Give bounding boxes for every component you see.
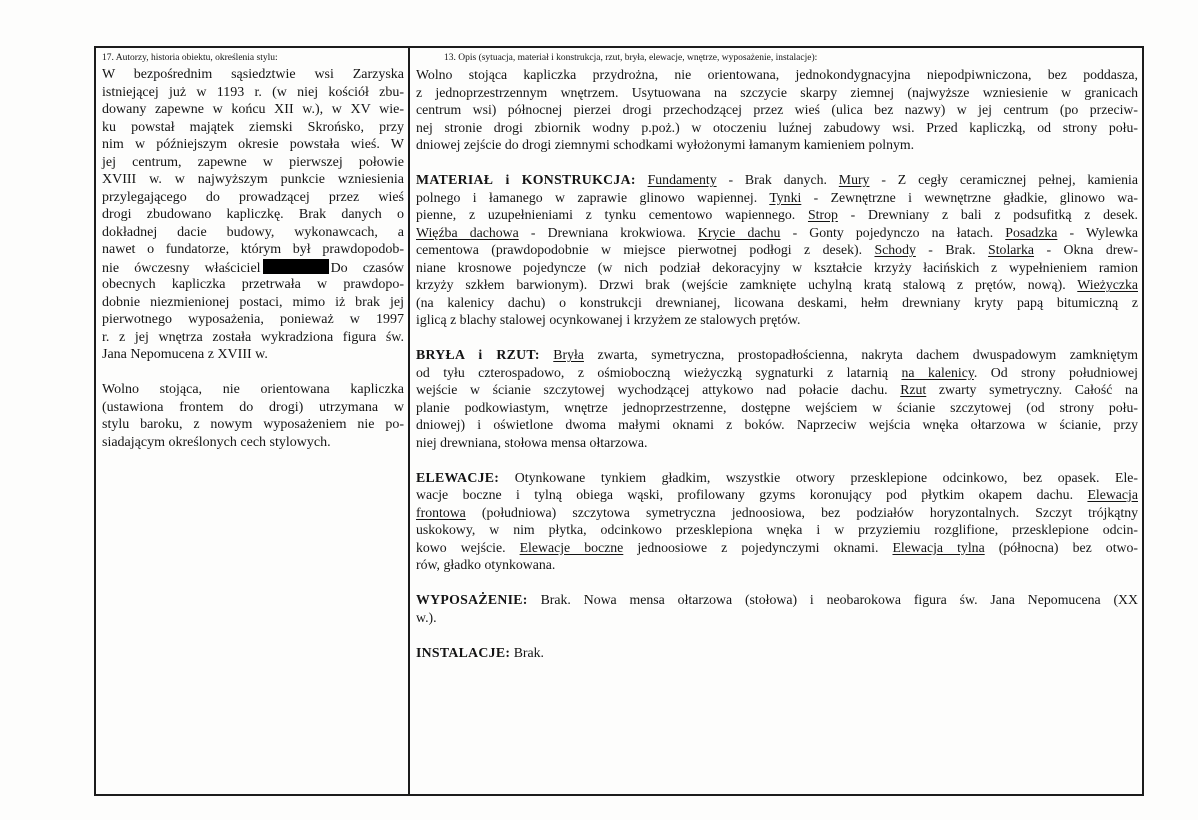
text-fragment: (północna) bez otwo- <box>984 539 1138 555</box>
text-fragment: - Gonty pojedynczo na łatach. <box>780 224 1006 240</box>
instalacje-section <box>416 644 1138 662</box>
text-line <box>416 241 1138 259</box>
text-line <box>416 364 1138 382</box>
text-fragment: jednoosiowe z pojedynczymi oknami. <box>623 539 893 555</box>
term: na kalenicy <box>901 364 974 380</box>
text-line: przylegającego do prowadzącej przez wieś <box>102 189 404 205</box>
text-fragment: krzyży szkłem barwionym). Drzwi brak (wejście zamknięte uchylną kratą stalową z prętów, nową). <box>416 277 1078 292</box>
text-fragment: wejście w ścianie szczytowej wychodzącej attykowo nad połacie dachu. <box>416 382 901 397</box>
paragraph-gap <box>416 626 1138 644</box>
text-line: obecnych kapliczka przetrwała w prawdopo- <box>102 277 404 292</box>
text-line: Wolno stojąca, nie orientowana kapliczka <box>102 382 404 397</box>
text-line <box>416 591 1138 609</box>
term: Fundamenty <box>647 172 717 187</box>
text-line: uskokowy, w nim płytka, odcinkowo przesklepiona wnęka i w przyziemiu rozglifione, przesklepione odcin- <box>416 522 1138 537</box>
text-fragment: - Brak. <box>915 242 989 257</box>
text-line <box>416 504 1138 522</box>
text-fragment: polnego i łamanego w zaprawie glinowo wapiennej. <box>416 189 770 205</box>
term: frontowa <box>416 504 466 520</box>
text-line: istniejącej już w 1193 r. (w niej kościół zbu- <box>102 84 404 100</box>
text-line: planie podkowiastym, wnętrze jednoprzestrzenne, dostępne wejściem w ścianie szczytowej (od strony połu- <box>416 399 1138 415</box>
term: Tynki <box>769 189 802 205</box>
text-fragment: . Od strony południowej <box>973 364 1138 380</box>
column-divider <box>408 48 410 794</box>
text-fragment: Otynkowane tynkiem gładkim, wszystkie otwory przesklepione odcinkowo, bez opasek. Ele- <box>499 469 1138 485</box>
paragraph-gap <box>102 364 404 382</box>
text-line: XVIII w. w najwyższym punkcie wzniesienia <box>102 172 404 187</box>
text-line: stylu baroku, z nowym wyposażeniem nie po- <box>102 417 404 432</box>
text-line: jej centrum, zapewne w pierwszej połowie <box>102 154 404 170</box>
text-line: ku powstał majątek ziemski Skrońsko, przy <box>102 119 404 135</box>
history-paragraph-1 <box>102 66 404 364</box>
text-fragment: - Zewnętrzne i wewnętrzne gładkie, glinowo wa- <box>801 189 1138 205</box>
text-line <box>416 346 1138 364</box>
term: Elewacja tylna <box>892 539 985 555</box>
text-line <box>416 539 1138 557</box>
text-fragment: - Z cegły ceramicznej pełnej, kamienia <box>869 172 1138 187</box>
section-heading: BRYŁA i RZUT: <box>416 347 540 362</box>
text-line <box>416 224 1138 242</box>
text-line: w.). <box>416 609 437 625</box>
text-line: siadającym określonych cech stylowych. <box>102 434 331 450</box>
history-header: 17. Autorzy, historia obiektu, określenia stylu: <box>102 53 278 63</box>
term: Strop <box>807 207 838 222</box>
text-fragment: zwarta, symetryczna, prostopadłościenna, nakryta dachem dwuspadowym zamkniętym <box>583 347 1138 362</box>
text-line <box>416 381 1138 399</box>
intro-paragraph <box>416 66 1138 154</box>
text-line-redacted <box>102 259 404 277</box>
text-fragment: - Brak danych. <box>716 172 839 187</box>
text-line: pierwotnego wyposażenia, ponieważ w 1997 <box>102 312 404 327</box>
text-fragment: cementowa (prawdopodobnie w miejsce pierwotnej podłogi z desek). <box>416 242 875 257</box>
term: Elewacja <box>1087 487 1138 502</box>
term: Krycie dachu <box>697 224 781 240</box>
text-line: dobnie niezmienionej postaci, mimo iż brak jej <box>102 294 404 310</box>
text-line: r. z jej wnętrza została wykradziona figura św. <box>102 329 404 345</box>
term: Więźba dachowa <box>416 224 519 240</box>
text-line: dowany zapewne w końcu XII w.), w XV wie- <box>102 102 404 117</box>
text-fragment: kowo wejście. <box>416 539 520 555</box>
text-line <box>416 189 1138 207</box>
material-section <box>416 171 1138 329</box>
text-fragment: - Wylewka <box>1057 224 1139 240</box>
text-fragment: - Drewniany z bali z podsufitką z desek. <box>837 207 1138 222</box>
section-heading: WYPOSAŻENIE: <box>416 592 528 607</box>
text-line <box>416 644 1138 662</box>
text-line: nim w późniejszym okresie powstała wieś. W <box>102 137 404 152</box>
text-line: dniowej) i oświetlone dwoma małymi oknami z boków. Naprzeciw wejścia wnęka ołtarzowa w ścianie, przy <box>416 417 1138 432</box>
text-fragment: Brak. Nowa mensa ołtarzowa (stołowa) i neobarokowa figura św. Jana Nepomucena (XX <box>527 592 1138 607</box>
text-fragment: nie ówczesny właściciel <box>102 260 261 276</box>
text-fragment: Do czasów <box>330 260 405 276</box>
text-line: nawet o fundatorze, którym był prawdopodob- <box>102 242 404 257</box>
paragraph-gap <box>416 329 1138 347</box>
text-line: niane krosnowe pojedyncze (w nich podział dekoracyjny w kształcie krzyży łacińskich z wypełnieniem ramion <box>416 259 1138 275</box>
text-fragment: wacje boczne i tylną obiega wąski, profilowany gzyms koronujący pod płytkim okapem dachu. <box>416 487 1088 502</box>
text-fragment: (południowa) szczytowa symetryczna jednoosiowa, bez podziałów horyzontalnych. Szczyt trójkątny <box>465 504 1138 520</box>
text-line <box>416 171 1138 189</box>
paragraph-gap <box>416 451 1138 469</box>
text-line: z jednoprzestrzennym wnętrzem. Usytuowana na szczycie skarpy ziemnej (najwyższe wzniesienie w granicach <box>416 84 1138 100</box>
bryla-section <box>416 346 1138 451</box>
text-line: drogi zbudowano kapliczkę. Brak danych o <box>102 207 404 222</box>
term: Mury <box>838 172 870 187</box>
text-line: dokładnej dacie budowy, wykonawcach, a <box>102 224 404 240</box>
text-line: iglicą z blachy stalowej ocynkowanej i krzyżem ze stalowych prętów. <box>416 312 801 327</box>
text-line: (na kalenicy dachu) o konstrukcji drewnianej, licowana deskami, hełm drewniany kryty papą bitumiczną z <box>416 294 1138 310</box>
text-fragment: zwarty symetryczny. Całość na <box>926 382 1138 397</box>
text-line <box>416 276 1138 294</box>
redaction-box <box>263 259 329 274</box>
section-heading: ELEWACJE: <box>416 469 500 485</box>
text-fragment: Brak. <box>510 644 544 660</box>
history-paragraph-2 <box>102 381 404 451</box>
elewacje-section <box>416 469 1138 574</box>
text-line: centrum wsi) północnej pierzei drogi przechodzącej przez wieś (ulica bez nazwy) w jej centrum (po przeciw- <box>416 102 1138 117</box>
form-table <box>94 46 1144 796</box>
text-fragment: od tyłu czterospadowo, z ośmioboczną wieżyczką sygnaturki z latarnią <box>416 364 902 380</box>
paragraph-gap <box>416 154 1138 172</box>
section-heading: MATERIAŁ i KONSTRUKCJA: <box>416 172 636 187</box>
text-line: nej stronie drogi zbiornik wodny p.poż.) w otoczeniu luźnej zabudowy wsi. Przed kapliczką, od strony połu- <box>416 119 1138 135</box>
term: Wieżyczka <box>1077 277 1138 292</box>
text-line: rów, gładko otynkowana. <box>416 557 556 572</box>
term: Elewacje boczne <box>519 539 624 555</box>
text-line <box>416 486 1138 504</box>
text-line <box>416 469 1138 487</box>
term: Posadzka <box>1005 224 1058 240</box>
term: Rzut <box>900 382 927 397</box>
term: Bryła <box>553 347 584 362</box>
text-line <box>416 206 1138 224</box>
text-line: dniowej zejście do drogi ziemnymi schodkami wyłożonymi łamanym kamieniem polnym. <box>416 137 915 152</box>
section-heading: INSTALACJE: <box>416 644 511 660</box>
paragraph-gap <box>416 574 1138 592</box>
text-fragment: pienne, z uzupełnieniami z tynku cementowo wapiennego. <box>416 207 808 222</box>
description-header: 13. Opis (sytuacja, materiał i konstrukcja, rzut, bryła, elewacje, wnętrze, wyposażenie, instalacje): <box>444 53 818 63</box>
description-column <box>416 52 1138 661</box>
term: Stolarka <box>988 242 1035 257</box>
wyposazenie-section <box>416 591 1138 626</box>
text-line: W bezpośrednim sąsiedztwie wsi Zarzyska <box>102 67 404 82</box>
text-line: Wolno stojąca kapliczka przydrożna, nie orientowana, jednokondygnacyjna niepodpiwniczona, bez poddasza, <box>416 67 1138 82</box>
text-fragment: - Okna drew- <box>1034 242 1138 257</box>
term: Schody <box>874 242 916 257</box>
history-column <box>102 52 404 451</box>
text-line: (ustawiona frontem do drogi) utrzymana w <box>102 399 404 415</box>
text-fragment: - Drewniana krokwiowa. <box>518 224 698 240</box>
text-line: niej drewniana, stołowa mensa ołtarzowa. <box>416 434 648 450</box>
text-line: Jana Nepomucena z XVIII w. <box>102 347 268 362</box>
